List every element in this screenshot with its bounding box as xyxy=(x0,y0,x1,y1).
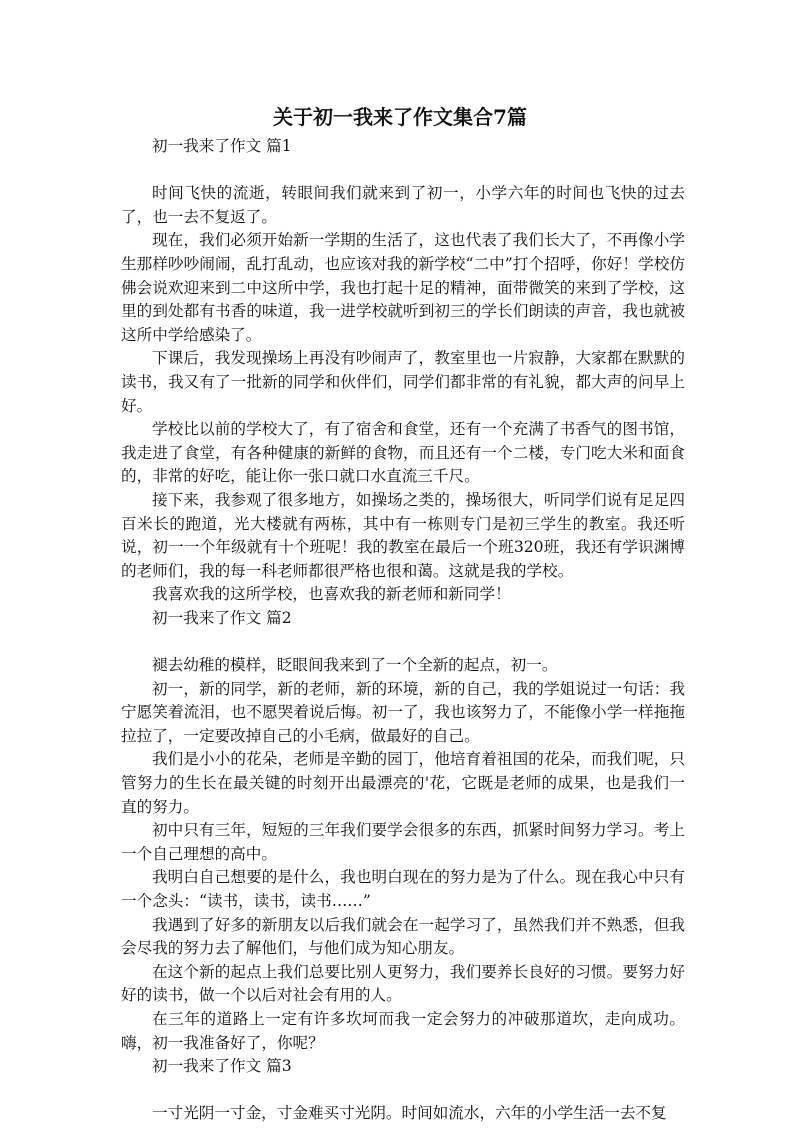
section-heading: 初一我来了作文 篇3 xyxy=(152,1057,292,1076)
paragraph: 初中只有三年，短短的三年我们要学会很多的东西，抓紧时间努力学习。考上一个自己理想的高中。 xyxy=(121,821,685,863)
blank-line xyxy=(121,159,685,183)
paragraph: 我明白自己想要的是什么，我也明白现在的努力是为了什么。现在我心中只有一个念头：“读书，读书，读书……” xyxy=(121,868,685,910)
paragraph: 学校比以前的学校大了，有了宿舍和食堂，还有一个充满了书香气的图书馆，我走进了食堂，有各种健康的新鲜的食物，而且还有一个二楼，专门吃大米和面食的，非常的好吃，能让你一张口就口水直流三千尺。 xyxy=(121,420,685,486)
paragraph: 褪去幼稚的模样，眨眼间我来到了一个全新的起点，初一。 xyxy=(152,656,558,675)
section-heading: 初一我来了作文 篇1 xyxy=(152,137,292,155)
document-title: 关于初一我来了作文集合7篇 xyxy=(273,105,527,129)
paragraph: 初一，新的同学，新的老师，新的环境，新的自己，我的学姐说过一句话：我宁愿笑着流泪，也不愿哭着说后悔。初一了，我也该努力了，不能像小学一样拖拖拉拉了，一定要改掉自己的小毛病，做最好的自己。 xyxy=(121,679,685,745)
blank-line xyxy=(121,630,685,654)
paragraph: 我们是小小的花朵，老师是辛勤的园丁，他培育着祖国的花朵，而我们呢，只管努力的生长在最关键的时刻开出最漂亮的'花，它既是老师的成果，也是我们一直的努力。 xyxy=(121,750,685,816)
paragraph: 一寸光阴一寸金，寸金难买寸光阴。时间如流水，六年的小学生活一去不复 xyxy=(152,1104,667,1123)
paragraph: 在三年的道路上一定有许多坎坷而我一定会努力的冲破那道坎，走向成功。嗨，初一我准备好了，你呢？ xyxy=(121,1009,685,1052)
document-body xyxy=(121,135,685,1126)
paragraph: 在这个新的起点上我们总要比别人更努力，我们要养长良好的习惯。要努力好好的读书，做一个以后对社会有用的人。 xyxy=(121,962,685,1005)
paragraph: 时间飞快的流逝，转眼间我们就来到了初一，小学六年的时间也飞快的过去了，也一去不复返了。 xyxy=(121,184,685,226)
paragraph: 我喜欢我的这所学校，也喜欢我的新老师和新同学！ xyxy=(152,585,511,604)
section-heading: 初一我来了作文 篇2 xyxy=(152,608,292,627)
paragraph: 我遇到了好多的新朋友以后我们就会在一起学习了，虽然我们并不熟悉，但我会尽我的努力去了解他们，与他们成为知心朋友。 xyxy=(121,915,685,958)
paragraph: 现在，我们必须开始新一学期的生活了，这也代表了我们长大了，不再像小学生那样吵吵闹闹，乱打乱动，也应该对我的新学校“二中”打个招呼，你好！学校仿佛会说欢迎来到二中这所中学，我也打起十足的精神，面带微笑的来到了学校，这里的到处都有书香的味道，我一进学校就听到初三的学长们朗读的声音，我也就被这所中学给感染了。 xyxy=(121,231,685,344)
paragraph: 下课后，我发现操场上再没有吵闹声了，教室里也一片寂静，大家都在默默的读书，我又有了一批新的同学和伙伴们，同学们都非常的有礼貌，都大声的问早上好。 xyxy=(121,349,685,415)
blank-line xyxy=(121,1079,685,1103)
paragraph: 接下来，我参观了很多地方，如操场之类的，操场很大，听同学们说有足足四百米长的跑道，光大楼就有两栋，其中有一栋则专门是初三学生的教室。我还听说，初一一个年级就有十个班呢！我的教室在最后一个班320班，我还有学识渊博的老师们，我的每一科老师都很严格也很和蔼。这就是我的学校。 xyxy=(121,490,685,580)
